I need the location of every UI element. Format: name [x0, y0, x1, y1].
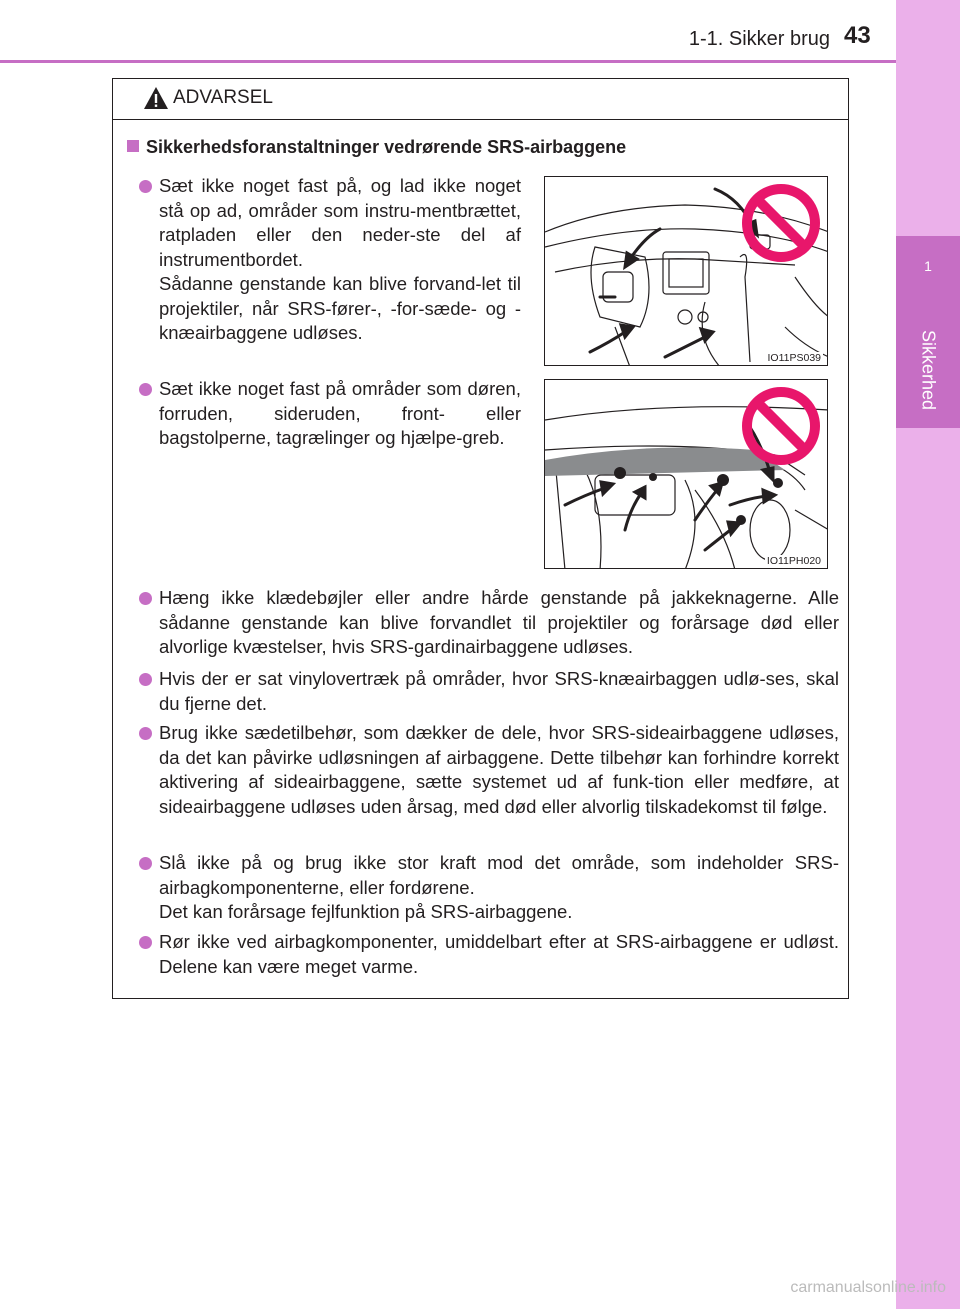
watermark: carmanualsonline.info — [790, 1279, 946, 1296]
square-bullet-icon — [127, 140, 139, 152]
section-title: 1-1. Sikker brug — [688, 28, 830, 50]
dashboard-illustration — [544, 176, 828, 366]
warning-item-dashboard — [159, 174, 521, 346]
chapter-number: 1 — [924, 258, 932, 274]
subheading-text: Sikkerhedsforanstaltninger vedrørende SRS-airbaggene — [146, 137, 627, 157]
header-divider — [0, 60, 896, 63]
warning-item-hangers — [159, 586, 839, 660]
figure-code: IO11PS039 — [767, 352, 821, 364]
bullet-dot-icon — [139, 592, 152, 605]
item-text: Brug ikke sædetilbehør, som dækker de dele, hvor SRS-sideairbaggene udløses, da det kan påvirke udløsningen af airbaggene. Dette tilbehør kan forhindre korrekt aktivering af sideairbaggene, sætte systemet ud af funk-tion eller medføre, at sideairbaggene udløses uden årsag, med død eller alvorlig tilskadekomst til følge. — [159, 722, 839, 817]
bullet-dot-icon — [139, 180, 152, 193]
warning-subheading — [127, 137, 626, 158]
bullet-dot-icon — [139, 673, 152, 686]
figure-code: IO11PH020 — [766, 555, 821, 567]
item-text: Sæt ikke noget fast på, og lad ikke noget stå op ad, områder som instru-mentbrættet, ratpladen eller den neder-ste del af instrumentbordet. — [159, 175, 521, 270]
item-text-2: Sådanne genstande kan blive forvand-let til projektiler, når SRS-fører-, -for-sæde- og -knæairbaggene udløses. — [159, 273, 521, 343]
bullet-dot-icon — [139, 857, 152, 870]
item-text: Slå ikke på og brug ikke stor kraft mod det område, som indeholder SRS-airbagkomponenterne, eller fordørene. — [159, 852, 839, 898]
dashboard-drawing — [545, 177, 828, 366]
chapter-sidebar — [896, 0, 960, 1309]
warning-item-hot-parts — [159, 930, 839, 979]
warning-box — [112, 78, 849, 999]
prohibition-icon — [747, 392, 815, 460]
warning-item-vinyl — [159, 667, 839, 716]
warning-title: ADVARSEL — [173, 87, 273, 108]
warning-triangle-icon — [143, 86, 169, 110]
warning-header — [113, 79, 848, 120]
item-text: Rør ikke ved airbagkomponenter, umiddelbart efter at SRS-airbaggene er udløst. Delene kan være meget varme. — [159, 931, 839, 977]
bullet-dot-icon — [139, 727, 152, 740]
warning-item-pillars — [159, 377, 521, 451]
interior-illustration — [544, 379, 828, 569]
bullet-dot-icon — [139, 383, 152, 396]
bullet-dot-icon — [139, 936, 152, 949]
item-text-2: Det kan forårsage fejlfunktion på SRS-airbaggene. — [159, 901, 573, 922]
chapter-title: Sikkerhed — [918, 329, 939, 411]
page-number: 43 — [844, 22, 871, 49]
item-text: Hvis der er sat vinylovertræk på områder, hvor SRS-knæairbaggen udlø-ses, skal du fjerne det. — [159, 668, 839, 714]
item-text: Sæt ikke noget fast på områder som døren, forruden, sideruden, front- eller bagstolperne, tagrælinger og hjælpe-greb. — [159, 378, 521, 448]
interior-drawing — [545, 380, 828, 569]
item-text: Hæng ikke klædebøjler eller andre hårde genstande på jakkeknagerne. Alle sådanne genstande kan blive forvandlet til projektiler og forårsage død eller alvorlige kvæstelser, hvis SRS-gardinairbaggene udløses. — [159, 587, 839, 657]
warning-item-seat-accessories — [159, 721, 839, 819]
warning-item-impact — [159, 851, 839, 925]
